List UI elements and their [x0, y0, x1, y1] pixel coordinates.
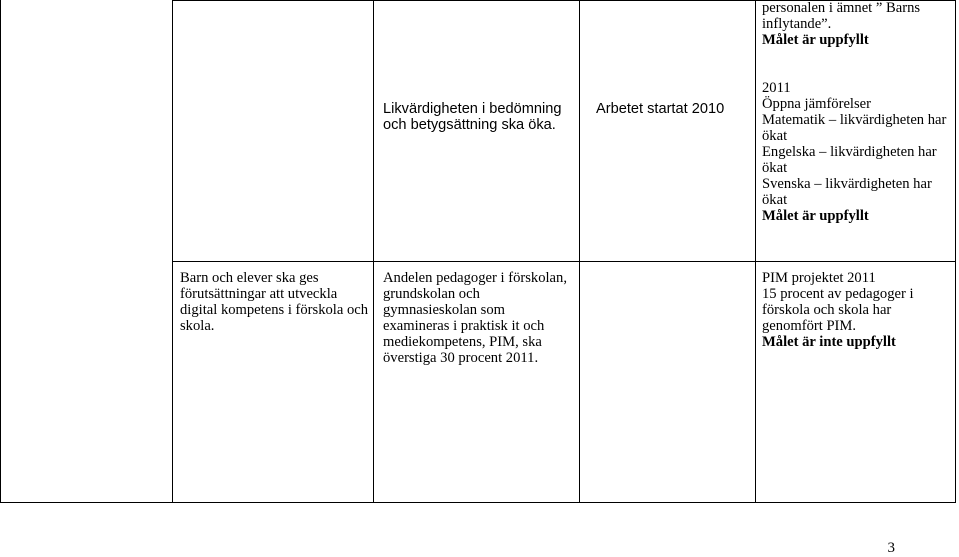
work-started-text: Arbetet startat 2010 [596, 101, 725, 117]
pim-goal-text: Andelen pedagoger i förskolan, grundskolan och gymnasieskolan som examineras i praktisk it och mediekompetens, PIM, ska överstiga 30 procent 2011. [383, 270, 567, 366]
digital-competence-text: Barn och elever ska ges förutsättningar att utveckla digital kompetens i förskola och skola. [180, 270, 369, 334]
pim-result-line-4: genomfört PIM. [762, 318, 857, 334]
col-border-right [955, 0, 956, 503]
row-divider [172, 261, 955, 262]
goal-equivalence-cell [383, 101, 573, 133]
goal-equivalence-text: Likvärdigheten i bedömning och betygsättning ska öka. [383, 101, 562, 133]
col-border-left [0, 0, 1, 503]
table-border-bottom [0, 502, 955, 503]
col-divider-2 [373, 0, 374, 503]
results-top-status: Målet är uppfyllt [762, 32, 869, 48]
pim-result-line-1: PIM projektet 2011 [762, 270, 876, 286]
results-line-4: ökat [762, 160, 788, 176]
col-divider-3 [579, 0, 580, 503]
work-started-cell [596, 101, 746, 117]
results-year: 2011 [762, 80, 791, 96]
results-line-1: Matematik – likvärdigheten har [762, 112, 947, 128]
digital-competence-cell [180, 270, 370, 334]
col-divider-1 [172, 0, 173, 503]
col-divider-4 [755, 0, 756, 503]
pim-result-cell [762, 270, 952, 350]
results-cell [762, 0, 952, 224]
results-line-2: ökat [762, 128, 788, 144]
results-top-line-2: inflytande”. [762, 16, 832, 32]
pim-result-line-3: förskola och skola har [762, 302, 892, 318]
results-top-line-1: personalen i ämnet ” Barns [762, 0, 921, 16]
results-line-3: Engelska – likvärdigheten har [762, 144, 937, 160]
results-status: Målet är uppfyllt [762, 208, 869, 224]
pim-goal-cell [383, 270, 573, 366]
results-line-6: ökat [762, 192, 788, 208]
pim-result-status: Målet är inte uppfyllt [762, 334, 896, 350]
results-line-5: Svenska – likvärdigheten har [762, 176, 932, 192]
results-heading: Öppna jämförelser [762, 96, 872, 112]
pim-result-line-2: 15 procent av pedagoger i [762, 286, 914, 302]
page-number: 3 [887, 540, 895, 556]
